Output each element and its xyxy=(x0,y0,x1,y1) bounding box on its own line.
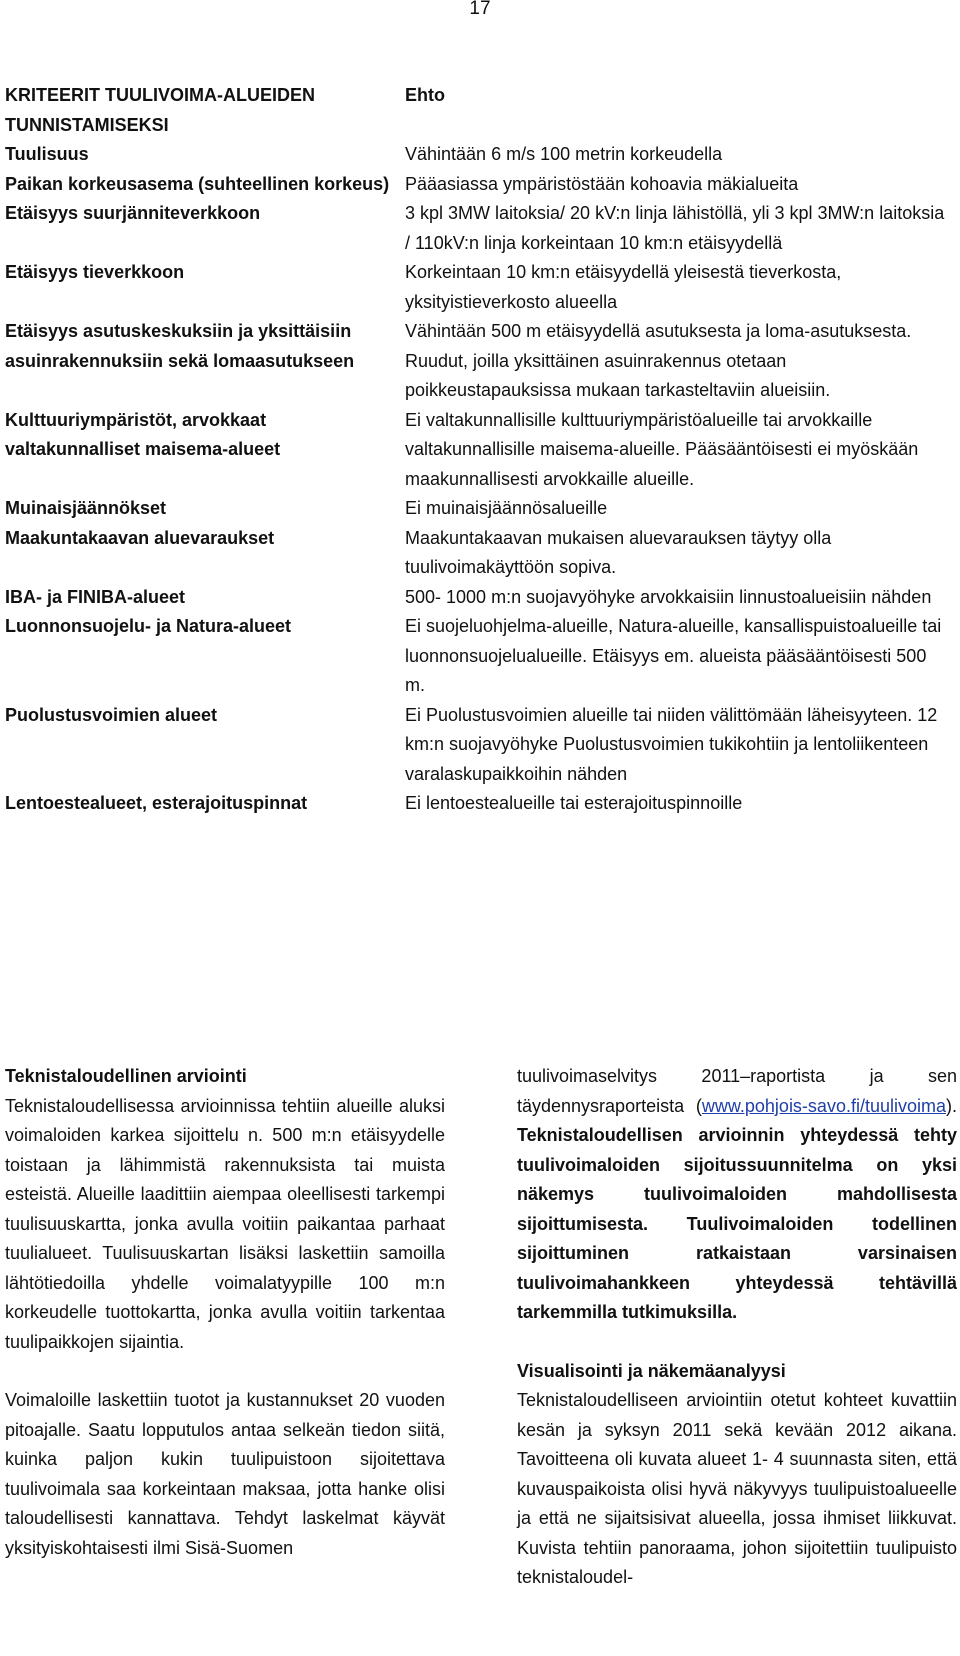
criteria-name: Etäisyys asutuskeskuksiin ja yksittäisiin asuinrakennuksiin sekä lomaasutukseen xyxy=(5,321,355,371)
criteria-row xyxy=(5,494,945,524)
criteria-condition: Vähintään 500 m etäisyydellä asutuksesta ja loma-asutuksesta. Ruudut, joilla yksittäinen asuinrakennus otetaan poikkeustapauksissa mukaan tarkasteltaviin alueisiin. xyxy=(405,321,912,400)
criteria-header-row xyxy=(5,81,945,140)
criteria-condition: Korkeintaan 10 km:n etäisyydellä yleisestä tieverkosta, yksityistieverkosto alueella xyxy=(405,262,842,312)
criteria-condition: 3 kpl 3MW laitoksia/ 20 kV:n linja lähistöllä, yli 3 kpl 3MW:n laitoksia / 110kV:n linja korkeintaan 10 km:n etäisyydellä xyxy=(405,203,945,253)
paragraph: Teknistaloudellisessa arvioinnissa tehtiin alueille aluksi voimaloiden karkea sijoittelu n. 500 m:n etäisyydelle toistaan ja lähimmistä rakennuksista tai muista esteistä. Alueille laadittiin aiempaa oleellisesti tarkempi tuulisuuskartta, jonka avulla voitiin paikantaa parhaat tuulialueet. Tuulisuuskartan lisäksi laskettiin samoilla lähtötiedoilla yhdelle voimalatyypille 100 m:n korkeudelle tuottokartta, jonka avulla voitiin tarkentaa tuulipaikkojen sijaintia. xyxy=(5,1095,445,1352)
criteria-header-right: Ehto xyxy=(405,85,445,105)
criteria-row xyxy=(5,199,945,258)
criteria-name: Paikan korkeusasema (suhteellinen korkeus) xyxy=(5,173,390,194)
right-text-column xyxy=(517,1062,957,1593)
criteria-table xyxy=(5,81,945,819)
criteria-name: Lentoestealueet, esterajoituspinnat xyxy=(5,793,308,813)
criteria-name: Tuulisuus xyxy=(5,144,89,164)
criteria-condition: Ei Puolustusvoimien alueille tai niiden välittömään läheisyyteen. 12 km:n suojavyöhyke Puolustusvoimien tukikohtiin ja lentoliikenteen varalaskupaikkoihin nähden xyxy=(405,704,938,784)
paragraph xyxy=(517,1062,957,1328)
paragraph-text: ). xyxy=(946,1095,957,1116)
paragraph-text: tuulivoimaselvitys 2011–raportista ja sen täydennysraporteista ( xyxy=(517,1066,957,1116)
criteria-name: Puolustusvoimien alueet xyxy=(5,704,218,725)
criteria-header-left-line1: KRITEERIT TUULIVOIMA-ALUEIDEN xyxy=(5,85,315,105)
paragraph: Teknistaloudelliseen arviointiin otetut kohteet kuvattiin kesän ja syksyn 2011 sekä kevään 2012 aikana. Tavoitteena oli kuvata alueet 1- 4 suunnasta siten, että kuvauspaikoista olisi hyvä näkyvyys tuulipuistoalueelle ja että ne sijaitsisivat alueella, jossa ihmiset liikkuvat. Kuvista tehtiin panoraama, johon sijoitettiin tuulipuisto teknistaloudel- xyxy=(517,1390,957,1587)
criteria-row xyxy=(5,583,945,613)
left-text-column xyxy=(5,1062,445,1563)
criteria-name: Maakuntakaavan aluevaraukset xyxy=(5,527,275,548)
criteria-condition: Ei valtakunnallisille kulttuuriympäristöalueille tai arvokkaille valtakunnallisille maisema-alueille. Pääsääntöisesti ei myöskään maakunnallisesti arvokkaille alueille. xyxy=(405,409,919,489)
criteria-condition: Ei lentoestealueille tai esterajoituspinnoille xyxy=(405,793,743,813)
criteria-header-left-line2: TUNNISTAMISEKSI xyxy=(5,114,169,135)
criteria-name: Luonnonsuojelu- ja Natura-alueet xyxy=(5,616,292,636)
criteria-name: IBA- ja FINIBA-alueet xyxy=(5,586,186,607)
criteria-condition: Ei muinaisjäännösalueille xyxy=(405,498,608,518)
criteria-header-left xyxy=(5,81,405,140)
paragraph: Voimaloille laskettiin tuotot ja kustannukset 20 vuoden pitoajalle. Saatu lopputulos antaa selkeän tiedon siitä, kuinka paljon kukin tuulipuistoon sijoitettava tuulivoimala saa korkeintaan maksaa, jotta hanke olisi taloudellisesti kannattava. Tehdyt laskelmat käyvät yksityiskohtaisesti ilmi Sisä-Suomen xyxy=(5,1390,445,1558)
criteria-condition: Ei suojeluohjelma-alueille, Natura-alueille, kansallispuistoalueille tai luonnonsuojelualueille. Etäisyys em. alueista pääsääntöisesti 500 m. xyxy=(405,616,942,695)
paragraph-bold-text: Teknistaloudellisen arvioinnin yhteydessä tehty tuulivoimaloiden sijoitussuunnitelma on yksi näkemys tuulivoimaloiden mahdollisesta sijoittumisesta. Tuulivoimaloiden todellinen sijoittuminen ratkaistaan varsinaisen tuulivoimahankkeen yhteydessä tehtävillä tarkemmilla tutkimuksilla. xyxy=(517,1125,957,1322)
page-number: 17 xyxy=(469,0,491,19)
section-heading-techno-economic: Teknistaloudellinen arviointi xyxy=(5,1066,247,1086)
report-link[interactable]: www.pohjois-savo.fi/tuulivoima xyxy=(701,1095,946,1116)
criteria-row xyxy=(5,789,945,819)
criteria-row xyxy=(5,701,945,790)
criteria-row xyxy=(5,170,945,200)
criteria-condition: Vähintään 6 m/s 100 metrin korkeudella xyxy=(405,144,723,164)
criteria-row xyxy=(5,524,945,583)
section-heading-visualisation: Visualisointi ja näkemäanalyysi xyxy=(517,1360,786,1381)
criteria-row xyxy=(5,317,945,406)
criteria-condition: Pääasiassa ympäristöstään kohoavia mäkialueita xyxy=(405,173,799,194)
criteria-name: Muinaisjäännökset xyxy=(5,498,167,518)
criteria-row xyxy=(5,258,945,317)
criteria-row xyxy=(5,406,945,495)
criteria-name: Etäisyys suurjänniteverkkoon xyxy=(5,203,261,223)
criteria-name: Kulttuuriympäristöt, arvokkaat valtakunnalliset maisema-alueet xyxy=(5,409,281,459)
criteria-row xyxy=(5,140,945,170)
criteria-condition: 500- 1000 m:n suojavyöhyke arvokkaisiin linnustoalueisiin nähden xyxy=(405,586,932,607)
criteria-condition: Maakuntakaavan mukaisen aluevarauksen täytyy olla tuulivoimakäyttöön sopiva. xyxy=(405,527,832,577)
criteria-row xyxy=(5,612,945,701)
criteria-name: Etäisyys tieverkkoon xyxy=(5,262,185,282)
